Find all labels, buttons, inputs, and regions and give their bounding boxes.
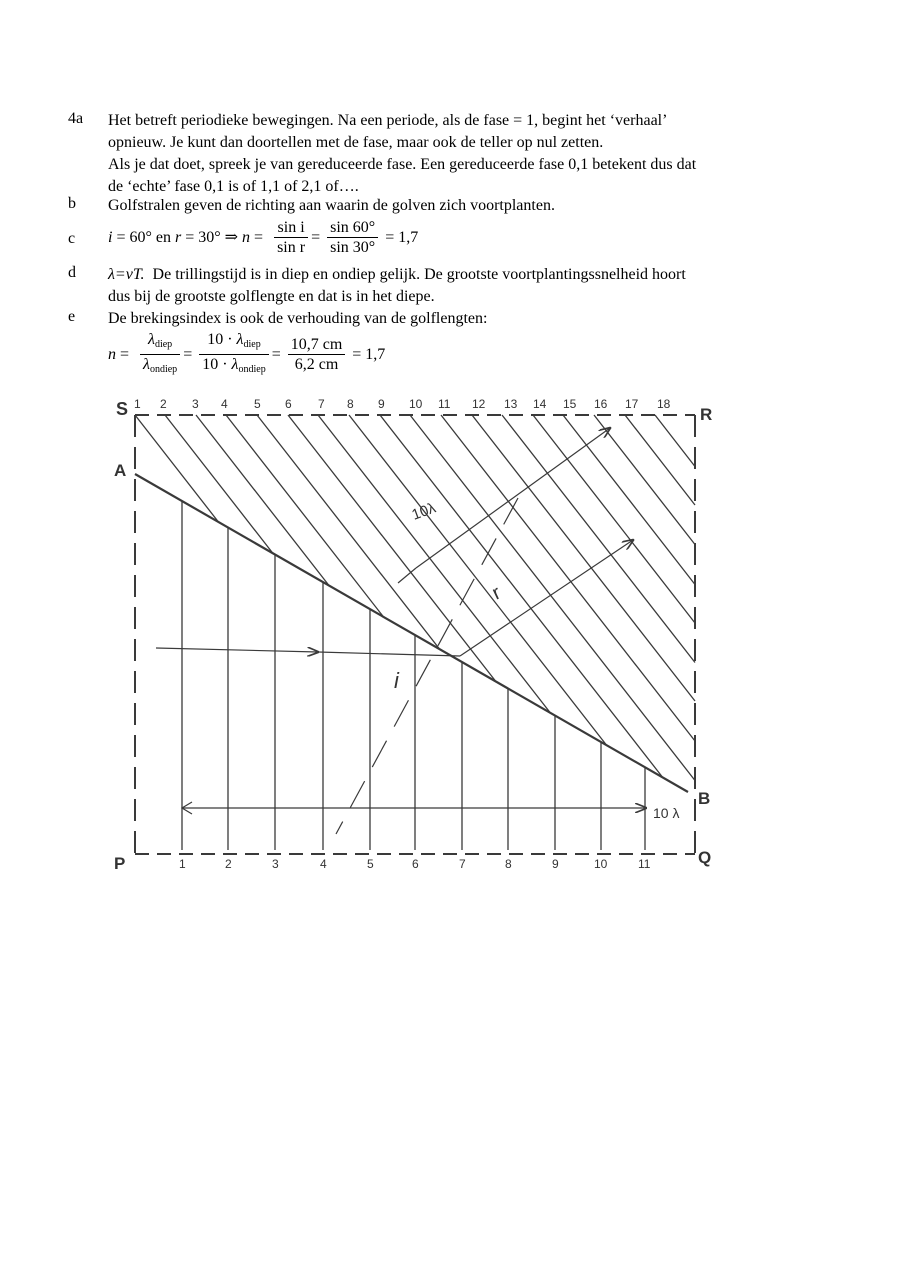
annotation-ten-lambda-bottom: 10 λ	[653, 805, 680, 821]
subscript: diep	[154, 339, 173, 350]
fraction-cm-ratio	[288, 335, 346, 374]
top-number-6: 6	[285, 397, 292, 411]
bottom-number-3: 3	[272, 857, 279, 871]
symbol-n: n	[108, 345, 116, 363]
item-label-b: b	[68, 195, 76, 212]
bottom-number-4: 4	[320, 857, 327, 871]
wavefront-shallow-5	[257, 415, 440, 650]
annotation-i: i	[394, 668, 399, 693]
bottom-number-9: 9	[552, 857, 559, 871]
top-number-5: 5	[254, 397, 261, 411]
answer-b-text: Golfstralen geven de richting aan waarin de golven zich voortplanten.	[108, 197, 555, 214]
item-label-4a: 4a	[68, 110, 84, 127]
bottom-number-6: 6	[412, 857, 419, 871]
top-number-12: 12	[472, 397, 486, 411]
coefficient: 10 ·	[202, 356, 232, 373]
top-number-15: 15	[563, 397, 577, 411]
subscript: diep	[243, 339, 261, 350]
fraction-denominator: sin r	[277, 239, 306, 256]
symbol-lambda: λ	[236, 331, 244, 348]
annotation-r: r	[488, 581, 505, 605]
top-number-10: 10	[409, 397, 423, 411]
normal-dashed-line	[336, 498, 518, 834]
symbol-lambda: λ	[143, 356, 150, 373]
symbol-lambda: λ	[148, 331, 155, 348]
result-value: = 1,7	[348, 345, 386, 363]
answer-e-formula: n = $\frac{\lambda_{diep}}{\lambda_{ondiep}}$ = $\frac{10 \cdot \lambda_{diep}}{10 \cdot \lambda_{ondiep}}$ = $\frac{10,7 cm}{6,2 cm}$ = 1,7	[108, 330, 385, 379]
wavefront-shallow-16	[594, 415, 695, 545]
corner-label-p: P	[114, 854, 126, 873]
top-number-17: 17	[625, 397, 639, 411]
wavefront-shallow-12	[472, 415, 695, 701]
subscript: ondiep	[149, 364, 178, 375]
wavefront-shallow-7	[318, 415, 550, 713]
answer-e-text: De brekingsindex is ook de verhouding van de golflengten:	[108, 310, 488, 327]
item-label-c: c	[68, 230, 76, 247]
symbol-n: n	[242, 228, 251, 246]
wavefront-shallow-2	[165, 415, 273, 554]
symbol-r: r	[174, 228, 182, 246]
answer-line: opnieuw. Je kunt dan doortellen met de fase, maar ook de teller op nul zetten.	[108, 134, 604, 151]
wave-refraction-diagram	[108, 388, 718, 878]
incident-ray-continued	[318, 652, 460, 656]
top-number-8: 8	[347, 397, 354, 411]
fraction-sin60-over-sin30	[327, 218, 378, 257]
annotation-ten-lambda-top: 10λ	[409, 499, 439, 524]
symbol-lambda: λ	[231, 356, 239, 373]
wavefront-shallow-13	[502, 415, 695, 663]
item-label-e: e	[68, 308, 76, 325]
top-number-7: 7	[318, 397, 325, 411]
wavefront-shallow-6	[288, 415, 496, 682]
answer-c-formula: i = 60° en r = 30° ⇒ n = $\frac{\text{sin i}}{\text{sin r}}$ = $\frac{\sin 60^\circ}{\sin 30^\circ}$ = 1,7	[108, 219, 419, 256]
bottom-number-2: 2	[225, 857, 232, 871]
answer-line: de ‘echte’ fase 0,1 is of 1,1 of 2,1 of….	[108, 178, 359, 195]
item-label-d: d	[68, 264, 76, 281]
wavefront-shallow-11	[441, 415, 695, 741]
bottom-number-5: 5	[367, 857, 374, 871]
fraction-denominator: sin 30°	[330, 239, 376, 256]
corner-label-b: B	[698, 789, 711, 808]
top-number-4: 4	[221, 397, 228, 411]
symbol-i: i	[108, 228, 113, 246]
bottom-number-10: 10	[594, 857, 608, 871]
answer-d-line2: dus bij de grootste golflengte en dat is in het diepe.	[108, 288, 435, 305]
answer-4a-text	[108, 110, 828, 198]
fraction-lambda-ratio	[140, 330, 180, 379]
top-number-1: 1	[134, 397, 141, 411]
coefficient: 10 ·	[207, 331, 237, 348]
boundary-line-ab	[135, 474, 688, 792]
fraction-numerator: 10,7 cm	[288, 335, 346, 355]
wavefront-shallow-17	[625, 415, 695, 505]
fraction-numerator: sin 60°	[327, 218, 378, 238]
bottom-number-7: 7	[459, 857, 466, 871]
wavefront-shallow-4	[226, 415, 384, 617]
formula-lambda-vt: λ=vT.	[108, 266, 145, 283]
formula-text: = 30° ⇒	[181, 228, 243, 246]
result-value: = 1,7	[381, 228, 419, 246]
corner-label-s: S	[116, 399, 129, 419]
wavefront-shallow-18	[655, 415, 695, 467]
top-number-9: 9	[378, 397, 385, 411]
fraction-ten-lambda-ratio	[199, 330, 268, 379]
equals-sign: =	[116, 345, 134, 363]
subscript: ondiep	[238, 364, 266, 375]
answer-d-line1: De trillingstijd is in diep en ondiep gelijk. De grootste voortplantingssnelheid hoort	[144, 266, 686, 283]
wavefront-shallow-8	[349, 415, 607, 746]
wavefront-shallow-14	[533, 415, 695, 623]
corner-label-q: Q	[698, 848, 712, 867]
top-number-13: 13	[504, 397, 518, 411]
top-number-2: 2	[160, 397, 167, 411]
wavefront-shallow-3	[196, 415, 329, 586]
top-number-16: 16	[594, 397, 608, 411]
top-number-14: 14	[533, 397, 547, 411]
answer-line: Het betreft periodieke bewegingen. Na een periode, als de fase = 1, begint het ‘verhaal’	[108, 112, 668, 129]
incident-ray-arrow	[156, 648, 318, 652]
wavefront-shallow-9	[380, 415, 663, 778]
bottom-number-8: 8	[505, 857, 512, 871]
fraction-sin-i-over-sin-r	[274, 218, 308, 257]
bottom-number-1: 1	[179, 857, 186, 871]
corner-label-r: R	[700, 405, 713, 424]
equals-sign: =	[250, 228, 268, 246]
top-number-3: 3	[192, 397, 199, 411]
top-number-11: 11	[438, 397, 451, 411]
top-number-18: 18	[657, 397, 671, 411]
formula-text: = 60° en	[112, 228, 175, 246]
fraction-numerator: sin i	[274, 218, 308, 238]
answer-line: Als je dat doet, spreek je van gereduceerde fase. Een gereduceerde fase 0,1 betekent dus dat	[108, 156, 697, 173]
fraction-denominator: 6,2 cm	[294, 356, 339, 373]
corner-label-a: A	[114, 461, 127, 480]
bottom-number-11: 11	[638, 857, 651, 871]
wavefront-lines	[135, 415, 695, 850]
